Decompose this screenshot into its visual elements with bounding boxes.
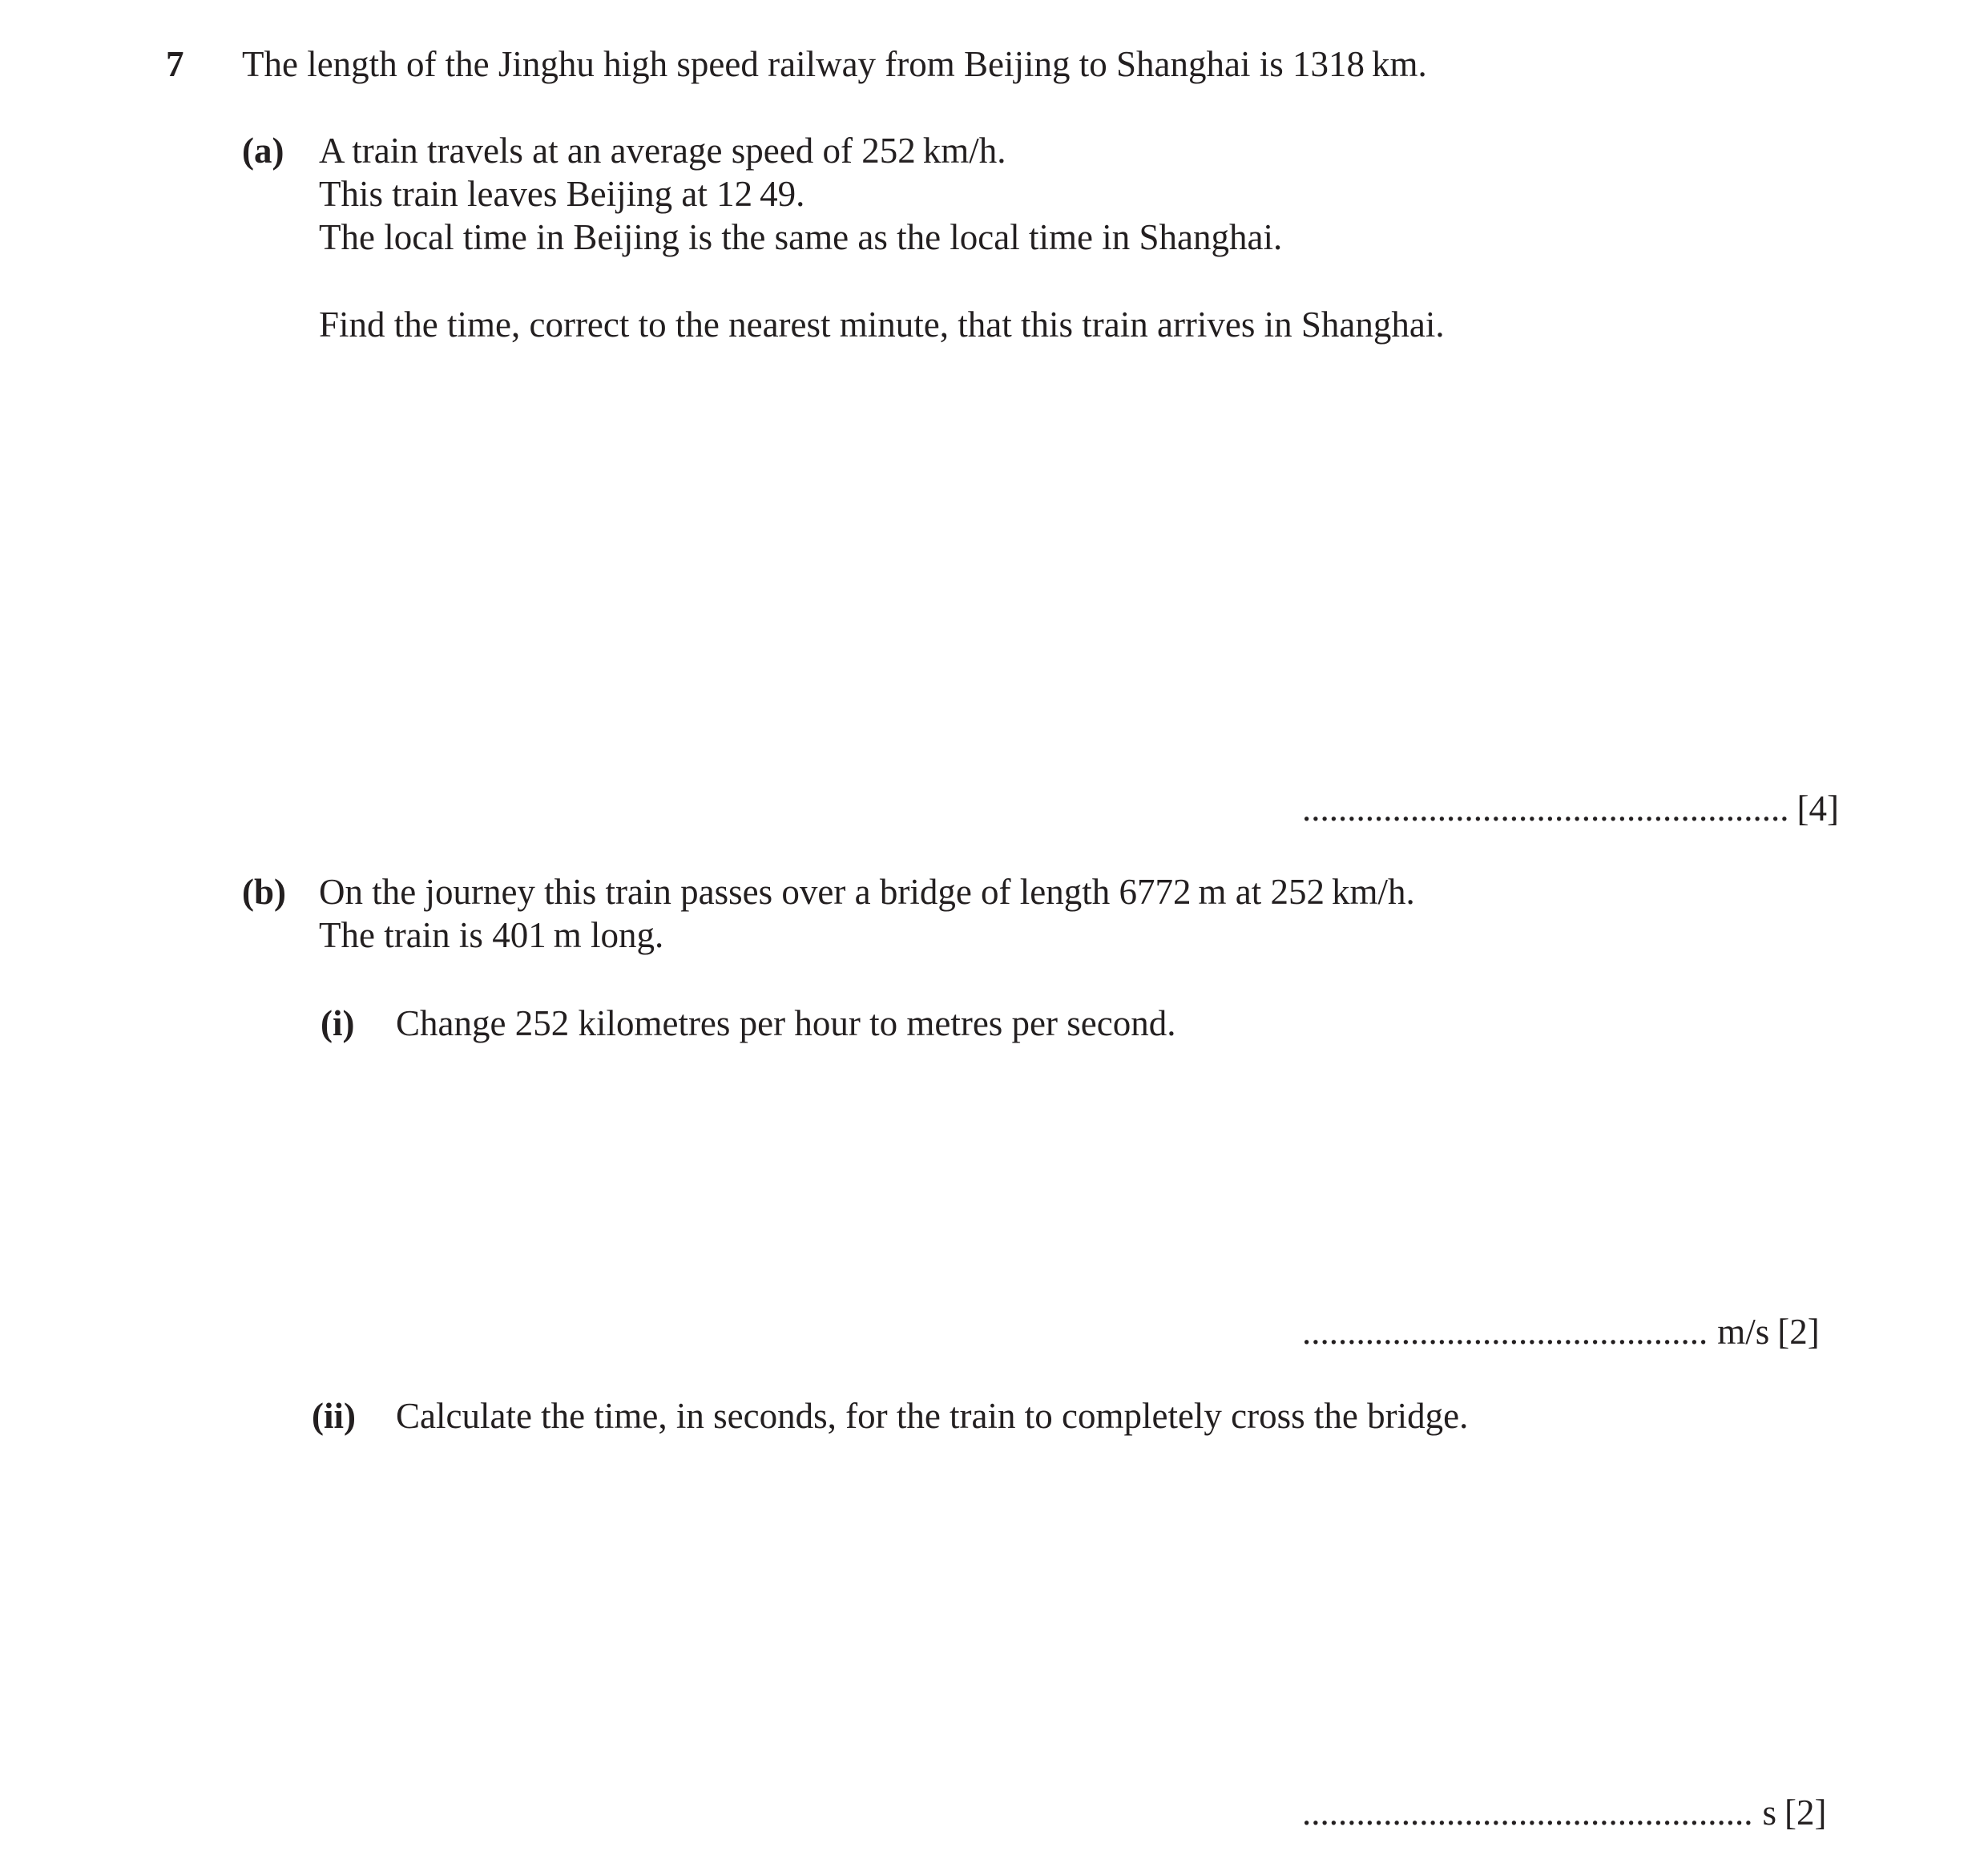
part-b-ii-label: (ii) xyxy=(312,1396,356,1436)
part-b-ii-unit: s xyxy=(1762,1792,1777,1833)
part-a-answer-line xyxy=(1302,788,1839,829)
part-b-i-text: Change 252 kilometres per hour to metres per second. xyxy=(396,1003,1176,1043)
part-b-i-unit: m/s xyxy=(1717,1312,1770,1352)
part-b-i-answer-dots: ............................................. xyxy=(1302,1312,1708,1352)
part-b-ii-marks: [2] xyxy=(1784,1792,1827,1833)
part-b-line-2: The train is 401 m long. xyxy=(319,915,664,955)
part-b-line-1: On the journey this train passes over a bridge of length 6772 m at 252 km/h. xyxy=(319,872,1415,912)
part-b-i-answer-line xyxy=(1302,1314,1820,1350)
part-a-answer-dots: ...................................................... xyxy=(1302,788,1789,829)
part-a-marks: [4] xyxy=(1796,788,1839,829)
question-stem: The length of the Jinghu high speed railway from Beijing to Shanghai is 1318 km. xyxy=(242,44,1427,84)
part-a-line-1: A train travels at an average speed of 252 km/h. xyxy=(319,131,1006,171)
part-b-ii-text: Calculate the time, in seconds, for the train to completely cross the bridge. xyxy=(396,1396,1469,1436)
question-number: 7 xyxy=(166,44,184,84)
part-b-i-marks: [2] xyxy=(1777,1312,1820,1352)
part-a-line-2: This train leaves Beijing at 12 49. xyxy=(319,174,805,214)
part-a-instruction: Find the time, correct to the nearest minute, that this train arrives in Shanghai. xyxy=(319,304,1445,345)
part-b-label: (b) xyxy=(242,872,286,912)
part-a-line-3: The local time in Beijing is the same as the local time in Shanghai. xyxy=(319,217,1283,257)
part-b-ii-answer-dots: .................................................. xyxy=(1302,1792,1753,1833)
part-b-ii-answer-line xyxy=(1302,1792,1827,1833)
part-b-i-label: (i) xyxy=(321,1003,355,1043)
part-a-label: (a) xyxy=(242,131,284,171)
